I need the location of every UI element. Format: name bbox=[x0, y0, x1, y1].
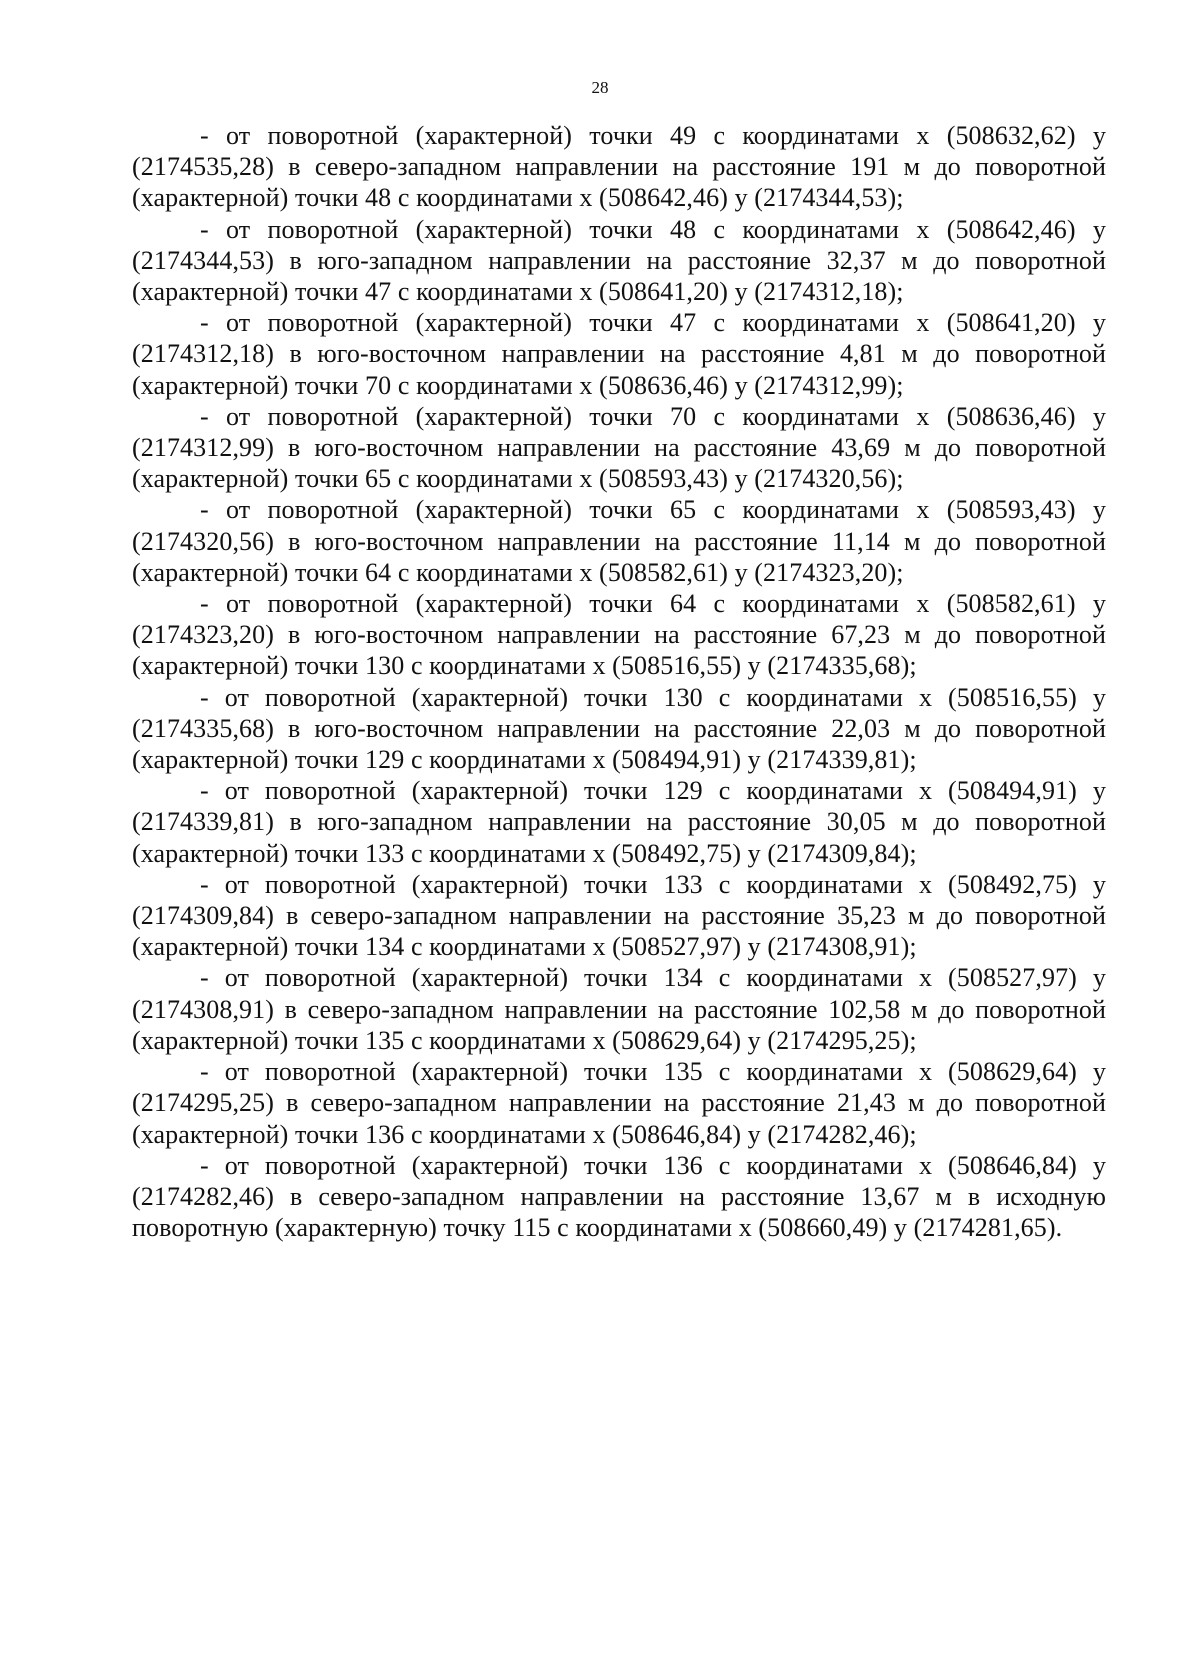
paragraph: - от поворотной (характерной) точки 65 с координатами x (508593,43) y (2174320,56) в юго-восточном направлении на расстояние 11,14 м до поворотной (характерной) точки 64 с координатами x (508582,61) y (2174323,20); bbox=[132, 495, 1106, 587]
paragraph: - от поворотной (характерной) точки 134 с координатами x (508527,97) y (2174308,91) в северо-западном направлении на расстояние 102,58 м до поворотной (характерной) точки 135 с координатами x (508629,64) y (2174295,25); bbox=[132, 963, 1106, 1055]
paragraph: - от поворотной (характерной) точки 130 с координатами x (508516,55) y (2174335,68) в юго-восточном направлении на расстояние 22,03 м до поворотной (характерной) точки 129 с координатами x (508494,91) y (2174339,81); bbox=[132, 682, 1106, 775]
document-body bbox=[132, 120, 1106, 1243]
paragraph: - от поворотной (характерной) точки 64 с координатами x (508582,61) y (2174323,20) в юго-восточном направлении на расстояние 67,23 м до поворотной (характерной) точки 130 с координатами x (508516,55) y (2174335,68); bbox=[132, 589, 1106, 681]
paragraph: - от поворотной (характерной) точки 135 с координатами x (508629,64) y (2174295,25) в северо-западном направлении на расстояние 21,43 м до поворотной (характерной) точки 136 с координатами x (508646,84) y (2174282,46); bbox=[132, 1057, 1106, 1149]
paragraph: - от поворотной (характерной) точки 70 с координатами x (508636,46) y (2174312,99) в юго-восточном направлении на расстояние 43,69 м до поворотной (характерной) точки 65 с координатами x (508593,43) y (2174320,56); bbox=[132, 401, 1106, 494]
paragraph: - от поворотной (характерной) точки 129 с координатами x (508494,91) y (2174339,81) в юго-западном направлении на расстояние 30,05 м до поворотной (характерной) точки 133 с координатами x (508492,75) y (2174309,84); bbox=[132, 776, 1106, 868]
paragraph: - от поворотной (характерной) точки 136 с координатами x (508646,84) y (2174282,46) в северо-западном направлении на расстояние 13,67 м в исходную поворотную (характерную) точку 115 с координатами x (508660,49) y (2174281,65). bbox=[132, 1150, 1106, 1243]
page-number: 28 bbox=[591, 78, 609, 97]
paragraph: - от поворотной (характерной) точки 133 с координатами x (508492,75) y (2174309,84) в северо-западном направлении на расстояние 35,23 м до поворотной (характерной) точки 134 с координатами x (508527,97) y (2174308,91); bbox=[132, 869, 1106, 962]
paragraph: - от поворотной (характерной) точки 47 с координатами x (508641,20) y (2174312,18) в юго-восточном направлении на расстояние 4,81 м до поворотной (характерной) точки 70 с координатами x (508636,46) y (2174312,99); bbox=[132, 308, 1106, 400]
paragraph: - от поворотной (характерной) точки 48 с координатами x (508642,46) y (2174344,53) в юго-западном направлении на расстояние 32,37 м до поворотной (характерной) точки 47 с координатами x (508641,20) y (2174312,18); bbox=[132, 214, 1106, 307]
paragraph: - от поворотной (характерной) точки 49 с координатами x (508632,62) y (2174535,28) в северо-западном направлении на расстояние 191 м до поворотной (характерной) точки 48 с координатами x (508642,46) y (2174344,53); bbox=[132, 121, 1106, 213]
